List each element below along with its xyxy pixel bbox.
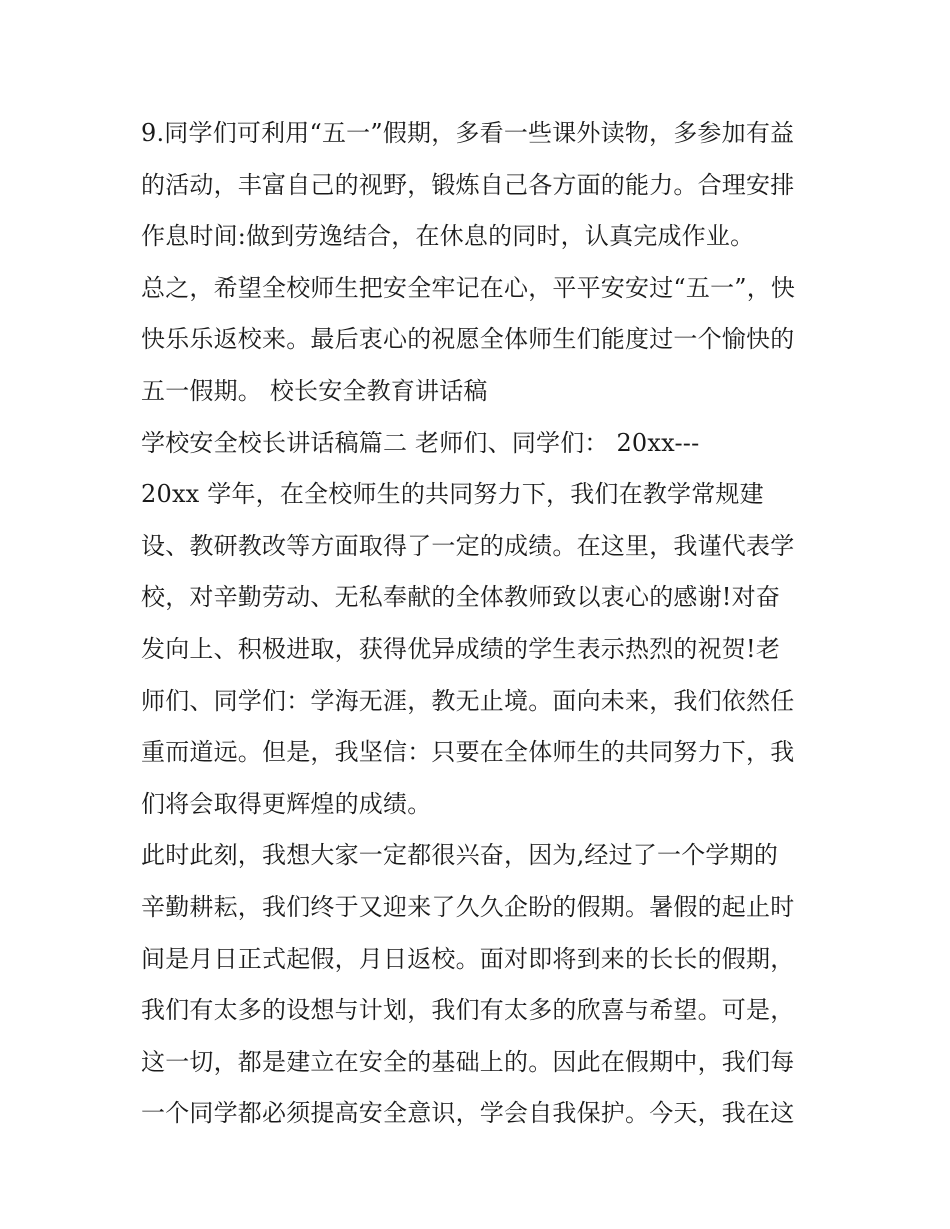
text-line-4: 总之，希望全校师生把安全牢记在心，平平安安过“五一”，快 (141, 273, 796, 302)
text-line-10: 校，对辛勤劳动、无私奉献的全体教师致以衷心的感谢!对奋 (141, 583, 781, 612)
text-line-5: 快乐乐返校来。最后衷心的祝愿全体师生们能度过一个愉快的 (141, 325, 795, 354)
text-line-3: 作息时间:做到劳逸结合，在休息的同时，认真完成作业。 (141, 222, 755, 251)
speech-text-body (141, 108, 841, 1140)
text-line-8: 20xx 学年，在全校师生的共同努力下，我们在教学常规建 (141, 480, 764, 509)
text-line-16: 辛勤耕耘，我们终于又迎来了久久企盼的假期。暑假的起止时 (141, 892, 795, 921)
text-line-18: 我们有太多的设想与计划，我们有太多的欣喜与希望。可是， (141, 996, 795, 1025)
text-line-7: 学校安全校长讲话稿篇二 老师们、同学们： 20xx--- (141, 428, 700, 457)
text-line-11: 发向上、积极进取，获得优异成绩的学生表示热烈的祝贺!老 (141, 634, 781, 663)
text-line-1: 9.同学们可利用“五一”假期，多看一些课外读物，多参加有益 (141, 119, 795, 147)
text-line-15: 此时此刻，我想大家一定都很兴奋，因为,经过了一个学期的 (141, 841, 779, 870)
text-line-20: 一个同学都必须提高安全意识，学会自我保护。今天，我在这 (141, 1099, 795, 1128)
text-line-17: 间是月日正式起假，月日返校。面对即将到来的长长的假期， (141, 944, 795, 973)
text-line-12: 师们、同学们：学海无涯，教无止境。面向未来，我们依然任 (141, 686, 795, 715)
text-line-9: 设、教研教改等方面取得了一定的成绩。在这里，我谨代表学 (141, 531, 795, 560)
text-line-6: 五一假期。 校长安全教育讲话稿 (141, 376, 488, 405)
text-line-13: 重而道远。但是，我坚信：只要在全体师生的共同努力下，我 (141, 738, 795, 767)
text-line-2: 的活动，丰富自己的视野，锻炼自己各方面的能力。合理安排 (141, 170, 795, 199)
text-line-14: 们将会取得更辉煌的成绩。 (141, 789, 432, 818)
text-line-19: 这一切，都是建立在安全的基础上的。因此在假期中，我们每 (141, 1047, 795, 1076)
